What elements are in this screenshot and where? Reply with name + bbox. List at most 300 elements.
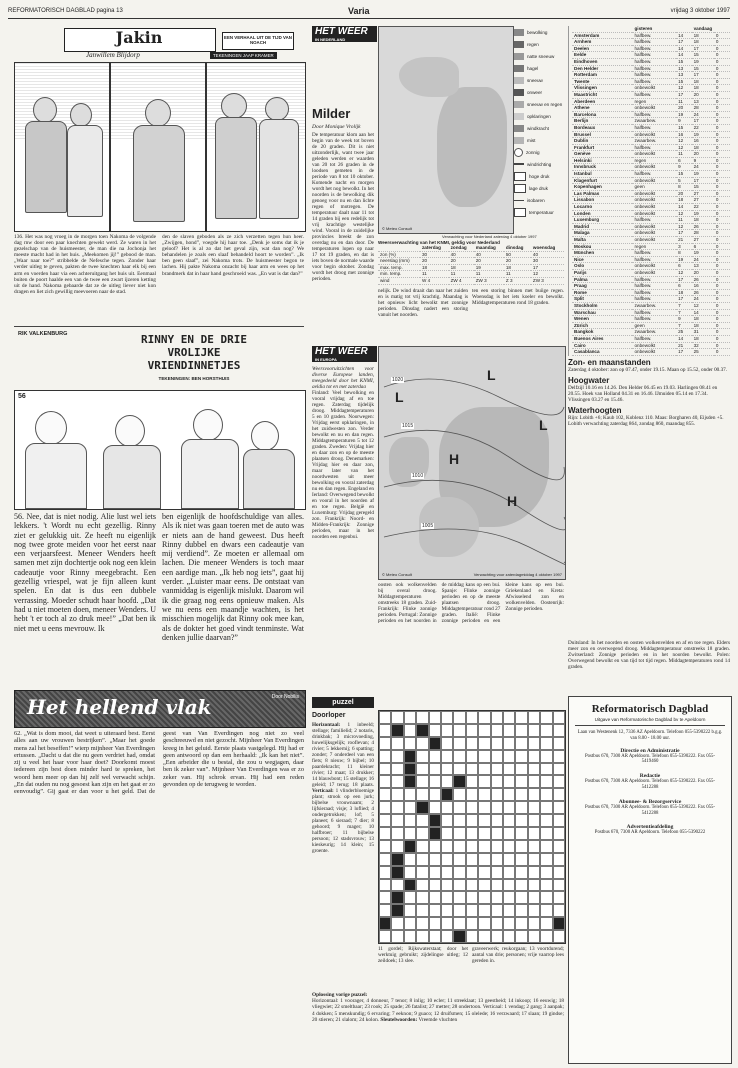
crossword-cell (404, 737, 416, 750)
crossword-cell (404, 917, 416, 930)
crossword-cell (503, 866, 515, 879)
figure-illustration (215, 117, 257, 219)
city-value: 0 (714, 190, 730, 197)
crossword-cell (515, 775, 527, 788)
weer-text-mid: nelijk. De wind draait dan naar het zuiden en is matig tot vrij krachtig. Maandag is het opnieuw licht bewolkt met zonnige perioden. Dinsdag nadert een storing vanuit het noorden. (378, 288, 468, 318)
crossword-cell (528, 891, 540, 904)
weer-byline: Door Monique Vrolijk (312, 124, 361, 130)
city-value: 0 (714, 210, 730, 217)
crossword-cell (404, 750, 416, 763)
header-date: vrijdag 3 oktober 1997 (670, 8, 730, 14)
table-row (572, 39, 730, 46)
city-value: 0 (714, 250, 730, 257)
city-value: halfbew. (632, 91, 676, 98)
city-value: 22 (692, 124, 714, 131)
table-row (572, 144, 730, 151)
city-value: 15 (692, 184, 714, 191)
crossword-cell (515, 801, 527, 814)
sun-title: Zon- en maanstanden (568, 358, 651, 367)
city-value: 0 (714, 256, 730, 263)
city-value: halfbew. (632, 309, 676, 316)
colophon-address: Laan van Westenenk 12, 7336 AZ Apeldoorn. Telefoon 055-5390222 b.g.g. van 8.00 - 18.00 uur. (577, 730, 723, 741)
rinny-text-right: ben eigenlijk de hoofdschuldige van alles. Als ik niet was gaan toeren met de auto was er niets aan de hand geweest. Dus heeft Rinny dubbel en dwars een cadeautje van mij verdiend”. Ze moeten er allemaal om lachen. Die meneer Wenders is toch maar een aardige man. „Ik heb nog iets”, gaat hij verder. „Luister maar eens. De ontstaat van vanmiddag is eigenlijk mislukt. Daarom wil ik die graag nog eens opnieuw maken. Als we nu eens een maandje wachten, is het misschien mogelijk dat Rinny ook mee kan, als de dokter het goed vindt tenminste. Wat denken jullie daarvan?” (162, 512, 304, 642)
crossword-cell (515, 737, 527, 750)
table-row (572, 197, 730, 204)
crossword-cell (540, 853, 552, 866)
city-value: zwaarbew. (632, 138, 676, 145)
puzzel-mid-text: 11 gordel; Rijkswaterstaat; door het werktuig gebruikt; zijdelingse uitleg; 12 zeildoek; 13 slee. (378, 946, 468, 964)
figure-illustration (25, 121, 67, 213)
table-row (572, 171, 730, 178)
city-value: 14 (692, 309, 714, 316)
legend-item: zonnig (514, 146, 564, 158)
crossword-cell (478, 853, 490, 866)
city-value: 9 (692, 157, 714, 164)
table-row (572, 32, 730, 39)
city-value: 0 (714, 230, 730, 237)
colophon (568, 696, 732, 1064)
city-value: onbewolkt (632, 263, 676, 270)
crossword-cell (379, 917, 391, 930)
table-row (572, 256, 730, 263)
weer-eu-map (378, 346, 566, 580)
crossword-cell (391, 724, 403, 737)
crossword-cell (540, 891, 552, 904)
city-name: Warschau (572, 309, 632, 316)
table-row (572, 210, 730, 217)
legend-item: isobaren (514, 194, 564, 206)
city-name: Palma (572, 276, 632, 283)
crossword-cell (466, 853, 478, 866)
crossword-cell (491, 917, 503, 930)
city-value: 3 (676, 243, 691, 250)
city-name: Locarno (572, 204, 632, 211)
city-value: 0 (714, 138, 730, 145)
crossword-cell (391, 866, 403, 879)
city-name: Split (572, 296, 632, 303)
low-pressure-marker: L (487, 367, 496, 383)
crossword-cell (466, 775, 478, 788)
crossword-cell (466, 801, 478, 814)
crossword-cell (416, 775, 428, 788)
crossword-cell (441, 775, 453, 788)
city-name: Buenos Aires (572, 335, 632, 342)
table-row (572, 124, 730, 131)
city-value: onbewolkt (632, 151, 676, 158)
crossword-cell (453, 711, 465, 724)
city-value: geen (632, 322, 676, 329)
city-value: 0 (714, 72, 730, 79)
crossword-cell (528, 930, 540, 943)
panel-number: 56 (18, 393, 26, 400)
high-pressure-icon (514, 172, 526, 181)
crossword-cell (441, 917, 453, 930)
crossword-cell (478, 775, 490, 788)
crossword-cell (441, 866, 453, 879)
crossword-grid (378, 710, 566, 944)
city-value: 12 (676, 138, 691, 145)
clearing-icon (514, 113, 524, 120)
crossword-cell (515, 904, 527, 917)
city-value: 0 (714, 289, 730, 296)
city-value: 17 (692, 45, 714, 52)
city-value: 12 (676, 144, 691, 151)
city-value: 6 (676, 157, 691, 164)
jakin-panel-1 (14, 62, 110, 232)
city-value: 15 (692, 65, 714, 72)
city-value: 18 (692, 144, 714, 151)
crossword-cell (453, 917, 465, 930)
crossword-cell (429, 840, 441, 853)
city-value: 18 (692, 39, 714, 46)
city-value: 0 (714, 32, 730, 39)
crossword-cell (416, 724, 428, 737)
city-value: 0 (714, 342, 730, 349)
crossword-cell (404, 853, 416, 866)
rinny-title-1: RINNY EN DE DRIE (141, 333, 247, 346)
figure-illustration (193, 409, 223, 441)
crossword-cell (404, 711, 416, 724)
city-value: 31 (692, 329, 714, 336)
figure-illustration (115, 415, 145, 447)
crossword-cell (553, 814, 565, 827)
table-row (572, 105, 730, 112)
legend-item: windkracht (514, 122, 564, 134)
city-name: Den Helder (572, 65, 632, 72)
city-name: Kopenhagen (572, 184, 632, 191)
hoogwater-text: Delfzijl 10.16 en 14.26. Den Helder 06.45 en 19.03. Harlingen 08.41 en 20.55. Hoek van Holland 04.31 en 16.46. IJmuiden 05.14 en 17.34. Vlissingen 03.27 en 15.46. (568, 385, 718, 403)
crossword-cell (416, 840, 428, 853)
crossword-cell (478, 879, 490, 892)
city-value: onbewolkt (632, 342, 676, 349)
crossword-cell (478, 866, 490, 879)
crossword-cell (466, 904, 478, 917)
city-value: 9 (676, 316, 691, 323)
city-name: Rome (572, 289, 632, 296)
city-value: 19 (692, 250, 714, 257)
crossword-cell (416, 737, 428, 750)
table-row (572, 316, 730, 323)
city-weather-table (572, 26, 730, 356)
crossword-cell (478, 750, 490, 763)
crossword-cell (441, 891, 453, 904)
city-value: 18 (692, 85, 714, 92)
table-row (572, 230, 730, 237)
city-name: Praag (572, 283, 632, 290)
city-value: 26 (692, 223, 714, 230)
crossword-cell (528, 917, 540, 930)
city-value: halfbew. (632, 78, 676, 85)
city-name: Stockholm (572, 302, 632, 309)
city-value: 0 (714, 45, 730, 52)
city-value: 24 (692, 111, 714, 118)
crossword-cell (429, 853, 441, 866)
city-value: 13 (692, 98, 714, 105)
crossword-cell (528, 840, 540, 853)
city-value: 14 (676, 335, 691, 342)
legend-item: hoge druk (514, 170, 564, 182)
crossword-cell (416, 763, 428, 776)
city-value: onbewolkt (632, 164, 676, 171)
table-row (572, 184, 730, 191)
crossword-cell (528, 775, 540, 788)
puzzel-right-text: graveerwerk; reukorgaan; 13 voortdurend; aantal van drie; personen; vrije vaarrop lees gereden in. (472, 946, 564, 964)
table-row (572, 45, 730, 52)
city-value: 20 (692, 151, 714, 158)
crossword-cell (540, 879, 552, 892)
city-value: halfbew. (632, 32, 676, 39)
europa-text-2: oosten ook wolkenvelden bij overal droog. Middagtemperaturen omstreeks 18 graden. Zuid-Frankrijk: Flinke zonnige perioden. Portugal: Zonnige perioden en het noorden in de middag kans op een bui. Spanje: Flinke zonnige perioden en op de meeste plaatsen droog. Middagtemperatuur rond 27 graden. Italië: Flinke zonnige perioden en een kleine kans op een bui. Griekenland en Kreta: Afwisselend zon en wolkenvelden. Oostenrijk: Zonnige perioden. (378, 582, 564, 624)
crossword-cell (429, 775, 441, 788)
legend-item: opklaringen (514, 110, 564, 122)
city-name: Amsterdam (572, 32, 632, 39)
crossword-cell (453, 814, 465, 827)
crossword-cell (515, 827, 527, 840)
crossword-cell (429, 750, 441, 763)
puzzel-ver-title: Verticaal: (312, 788, 334, 794)
table-row (572, 250, 730, 257)
crossword-cell (391, 801, 403, 814)
crossword-cell (466, 930, 478, 943)
crossword-cell (441, 788, 453, 801)
crossword-cell (404, 775, 416, 788)
crossword-cell (404, 840, 416, 853)
crossword-cell (540, 724, 552, 737)
city-value: 17 (692, 72, 714, 79)
city-value: 0 (714, 316, 730, 323)
crossword-cell (478, 724, 490, 737)
crossword-cell (466, 711, 478, 724)
jakin-subtitle-banner: EEN VERHAAL UIT DE TIJD VAN NOACH (222, 32, 294, 50)
city-name: Bangkok (572, 329, 632, 336)
crossword-cell (379, 930, 391, 943)
crossword-cell (441, 711, 453, 724)
city-value: 12 (676, 85, 691, 92)
crossword-cell (515, 763, 527, 776)
city-value: 14 (676, 52, 691, 59)
crossword-cell (453, 891, 465, 904)
crossword-cell (528, 814, 540, 827)
crossword-cell (379, 891, 391, 904)
city-value: 18 (692, 217, 714, 224)
figure-illustration (265, 97, 289, 121)
isobar-label: 1005 (422, 523, 434, 529)
city-value: zwaarbew. (632, 118, 676, 125)
city-name: Oslo (572, 263, 632, 270)
crossword-cell (429, 724, 441, 737)
city-value: halfbew. (632, 144, 676, 151)
crossword-cell (540, 814, 552, 827)
city-value: 12 (676, 210, 691, 217)
crossword-cell (453, 827, 465, 840)
city-value: 19 (692, 131, 714, 138)
city-value: zwaarbew. (632, 302, 676, 309)
crossword-cell (429, 801, 441, 814)
city-name: Wenen (572, 316, 632, 323)
city-name: Lissabon (572, 197, 632, 204)
city-value: 13 (676, 65, 691, 72)
crossword-cell (528, 866, 540, 879)
crossword-cell (540, 827, 552, 840)
city-value: 21 (676, 237, 691, 244)
europa-sub: IN EUROPA (315, 357, 337, 362)
colophon-red-text: Postbus 670, 7300 AR Apeldoorn. Telefoon 055-5390222. Fax 055-5412288 (584, 779, 716, 790)
low-pressure-marker: L (539, 417, 548, 433)
crossword-cell (503, 788, 515, 801)
table-row (572, 72, 730, 79)
crossword-cell (441, 750, 453, 763)
table-row (572, 217, 730, 224)
city-value: 6 (676, 263, 691, 270)
city-value: 24 (692, 256, 714, 263)
crossword-cell (453, 904, 465, 917)
crossword-cell (379, 788, 391, 801)
table-row (572, 309, 730, 316)
crossword-cell (391, 814, 403, 827)
crossword-cell (391, 763, 403, 776)
city-value: halfbew. (632, 289, 676, 296)
crossword-cell (416, 930, 428, 943)
city-value: halfbew. (632, 250, 676, 257)
figure-illustration (133, 125, 185, 222)
crossword-cell (391, 827, 403, 840)
crossword-cell (503, 904, 515, 917)
page-header (8, 6, 730, 19)
city-value: 0 (714, 237, 730, 244)
city-value (676, 355, 691, 356)
figure-illustration (70, 103, 92, 127)
city-value: halfbew. (632, 296, 676, 303)
crossword-cell (416, 904, 428, 917)
crossword-cell (416, 801, 428, 814)
table-row (572, 322, 730, 329)
crossword-cell (503, 917, 515, 930)
crossword-cell (491, 840, 503, 853)
city-value: halfbew. (632, 39, 676, 46)
crossword-cell (441, 737, 453, 750)
city-value: onbewolkt (632, 223, 676, 230)
city-value: 0 (714, 118, 730, 125)
rinny-text-left: 56. Nee, dat is niet nodig. Alie lust wel iets lekkers. 't Wordt nu echt gezellig. Rinny ziet er gelukkig uit. Ze heeft nu eigenlijk nog twee grote meiden voor het eerst naar een verjaarsfeest. Meneer Wenders heeft samen met zijn dochtertje ook nog een klein cadeautje voor Rinny meegebracht. Een gezellig vriespel, wat je fijn alleen kunt spelen. En dat is dus een dubbele verrassing. Moeder schudt haar hoofd. „Dat had u niet moeten doen, meneer Wenders. U hebt 't er toch al zo druk mee!” „Dat ben ik niet met u eens mevrouw. Ik (14, 512, 156, 633)
city-value: onbewolkt (632, 210, 676, 217)
table-row (572, 335, 730, 342)
city-value: 21 (676, 342, 691, 349)
city-value: regen (632, 98, 676, 105)
figure-illustration (221, 93, 247, 119)
crossword-cell (379, 763, 391, 776)
crossword-cell (491, 879, 503, 892)
crossword-cell (478, 711, 490, 724)
crossword-cell (528, 879, 540, 892)
crossword-cell (429, 904, 441, 917)
city-value: onbewolkt (632, 131, 676, 138)
rinny-drawer: TEKENINGEN: BEN HORSTHUIS (158, 376, 230, 381)
crossword-cell (491, 853, 503, 866)
city-value: 17 (676, 39, 691, 46)
hoogwater-title: Hoogwater (568, 376, 610, 385)
crossword-cell (478, 801, 490, 814)
crossword-cell (540, 917, 552, 930)
jakin-text-right: den de slaven geboden als ze zich verzetten tegen hun heer. „Zwijgen, hond”, voegde hij haar toe. „Denk je soms dat ik je geloof? Het is al zo dat het geval zijn, wat dan nog? We behandelen je zoals een slaaf behandeld hoort te worden”. „Ik ben geen slaaf”, zei Nakoma trots. De huismeester begon te lachen. Hij pakte Nakoma onzacht bij haar arm en wees op het brandmerk dat in haar hand geschroeid was. „En wat is dat dan?” (162, 234, 304, 277)
crossword-cell (441, 827, 453, 840)
solution-horizontal: Horizontaal: 1 voorager, 4 donneur, 7 tenor; 8 inlig; 10 ecler; 11 streeklaat; 13 geestheid; 14 inkoop; 16 eeuwig; 18 vliegwiet; 22 smeltbaar; 23 rook; 25 spade; 26 fatalist; 27 metter; 28 ondertoon. (312, 998, 564, 1011)
city-value: 0 (714, 335, 730, 342)
city-value: 17 (676, 91, 691, 98)
city-value: 6 (692, 243, 714, 250)
city-name: Deelen (572, 45, 632, 52)
crossword-cell (491, 724, 503, 737)
city-value: onbewolkt (632, 204, 676, 211)
crossword-cell (391, 775, 403, 788)
crossword-cell (528, 711, 540, 724)
city-value: 28 (692, 105, 714, 112)
sun-block (568, 358, 730, 638)
crossword-cell (416, 750, 428, 763)
crossword-cell (391, 930, 403, 943)
city-name: Arnhem (572, 39, 632, 46)
table-row (572, 151, 730, 158)
crossword-cell (503, 775, 515, 788)
crossword-cell (379, 711, 391, 724)
low-pressure-marker: L (395, 389, 404, 405)
city-name: Rotterdam (572, 72, 632, 79)
crossword-cell (503, 853, 515, 866)
crossword-cell (491, 763, 503, 776)
europa-text-3: Duitsland: In het noorden en oosten wolkenvelden en af en toe regen. Elders meer zon en overwegend droog. Middagtemperatuur omstreeks 18 graden. Zwitserland: Zonnige perioden en in het noorden bewolkt. Polen: Overwegend bewolkt en van tijd tot tijd regen. Middagtemperaturen rond 14 graden. (568, 640, 730, 670)
crossword-cell (528, 750, 540, 763)
city-value: 25 (676, 329, 691, 336)
crossword-cell (429, 891, 441, 904)
crossword-cell (503, 763, 515, 776)
table-row (572, 131, 730, 138)
city-value: 0 (714, 263, 730, 270)
crossword-cell (466, 737, 478, 750)
weer-title: Milder (312, 106, 351, 121)
weer-text-right: ten een storing binnen met buiige regen. Woensdag is het iets koeler en bewolkt. Middagtemperaturen rond 18 graden. (472, 288, 564, 306)
city-value: halfbew. (632, 256, 676, 263)
city-value: halfbew. (632, 65, 676, 72)
city-value: 13 (692, 263, 714, 270)
crossword-cell (379, 737, 391, 750)
crossword-cell (416, 827, 428, 840)
city-value: onbewolkt (632, 230, 676, 237)
weer-text: De temperatuur klom aan het begin van de week tot boven de 20 graden. Dit is niet uitzonderlijk, want twee jaar geleden werden er waarden van 20 tot 26 graden in de loodsen gemeten in de periode van 8 tot 10 oktober. Komende nacht en morgen wordt het nog bewolkt. In het noorden is de bewolking dik genoeg voor nu en dan lichte regen of motregen. De temperatuur daalt naar 11 tot 14 graden bij een redelijk tot vrij krachtige westelijke wind. Vooral in de zuidelijke provincies breekt de zon overdag nu en dan door. De temperaturen lopen op naar 17 tot 19 graden, en dat is iets boven de normale waarde voor begin oktober. Zondag wordt het droog met zonnige perioden. (312, 132, 374, 282)
crossword-cell (478, 763, 490, 776)
hellend-title: Het hellend vlak (27, 695, 212, 719)
city-value: 20 (692, 269, 714, 276)
table-row: gisteren vandaag (572, 26, 730, 32)
weer-nl-map (378, 26, 514, 234)
crossword-cell (429, 879, 441, 892)
city-value: 0 (714, 58, 730, 65)
city-value: 28 (692, 230, 714, 237)
city-name: Maastricht (572, 91, 632, 98)
city-value: 0 (714, 184, 730, 191)
crossword-cell (416, 891, 428, 904)
table-row: max. temp. 18 18 19 18 17 (378, 264, 564, 271)
city-value: halfbew. (632, 111, 676, 118)
forecast-table-block (378, 240, 564, 283)
city-value: 19 (692, 171, 714, 178)
crossword-cell (553, 775, 565, 788)
figure-illustration (251, 421, 279, 451)
colophon-dir-text: Postbus 670, 7300 AR Apeldoorn. Telefoon 055-5390222. Fax 055-5419460 (584, 753, 716, 765)
table-row (572, 263, 730, 270)
keyword-value: Vreemde vluchten (418, 1016, 458, 1023)
city-value: 15 (676, 124, 691, 131)
crossword-cell (466, 840, 478, 853)
city-value: 0 (714, 105, 730, 112)
